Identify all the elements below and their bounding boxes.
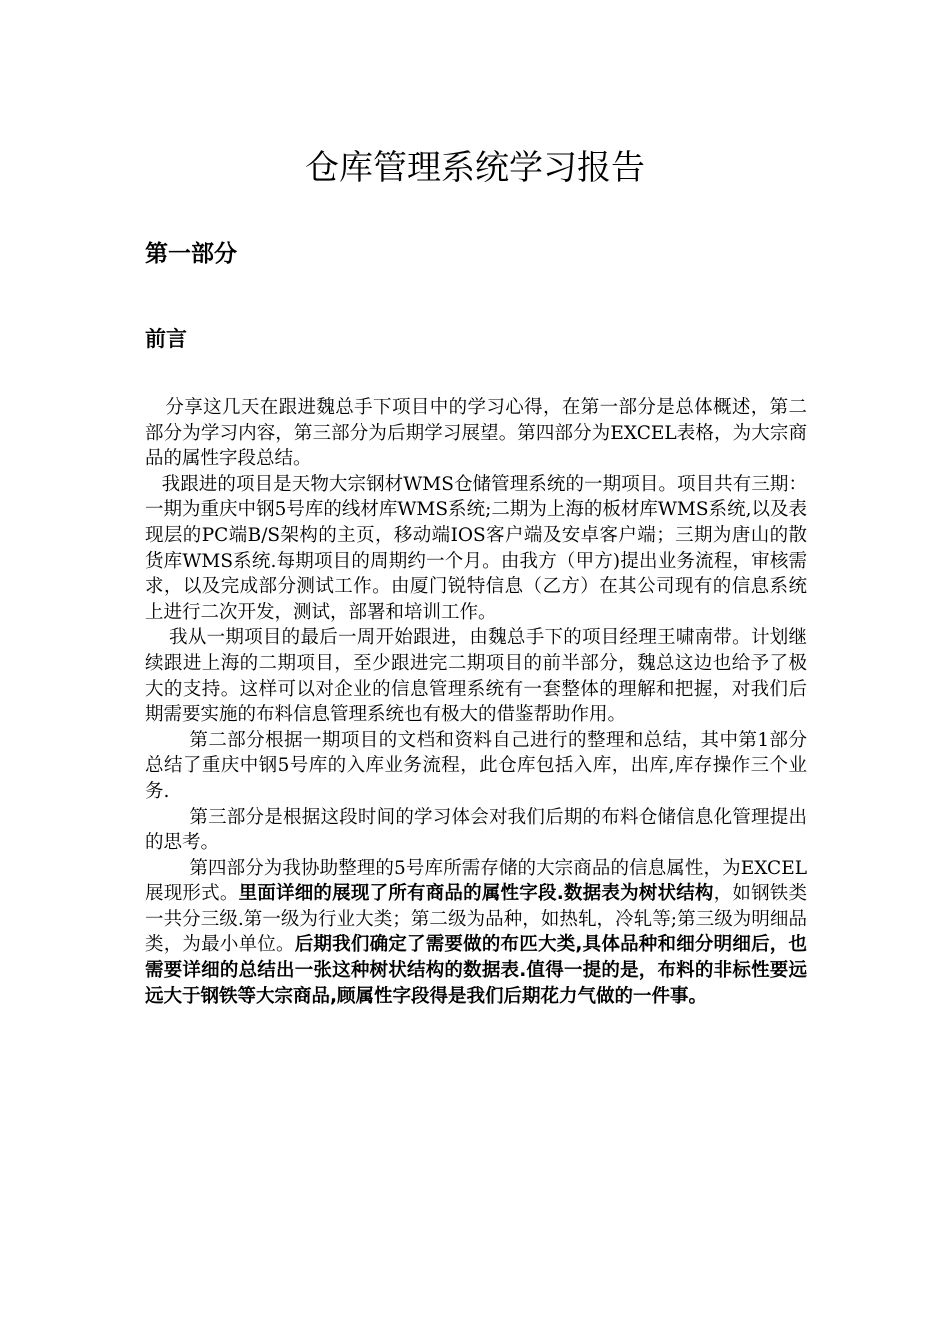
preface-heading: 前言 (145, 327, 187, 351)
paragraph-part-four-middle: ，如钢铁类一共分三级.第一级为行业大类；第二级为品种，如热轧，冷轧等;第三级为明细品类，为最小单位。 (145, 883, 807, 956)
paragraph-overview: 分享这几天在跟进魏总手下项目中的学习心得，在第一部分是总体概述，第二部分为学习内容，第三部分为后期学习展望。第四部分为EXCEL表格，为大宗商品的属性字段总结。 (145, 397, 807, 470)
paragraph-part-three: 第三部分是根据这段时间的学习体会对我们后期的布料仓储信息化管理提出的思考。 (145, 806, 807, 854)
part-heading: 第一部分 (145, 241, 237, 267)
paragraph-part-two: 第二部分根据一期项目的文档和资料自己进行的整理和总结，其中第1部分总结了重庆中钢5号库的入库业务流程，此仓库包括入库，出库,库存操作三个业务. (145, 729, 807, 802)
paragraph-follow-up: 我从一期项目的最后一周开始跟进，由魏总手下的项目经理王啸南带。计划继续跟进上海的二期项目，至少跟进完二期项目的前半部分，魏总这边也给予了极大的支持。这样可以对企业的信息管理系统有一套整体的理解和把握，对我们后期需要实施的布料信息管理系统也有极大的借鉴帮助作用。 (145, 627, 807, 726)
document-body (145, 395, 807, 1009)
paragraph-part-four-emphasis-2: 后期我们确定了需要做的布匹大类,具体品种和细分明细后，也需要详细的总结出一张这种树状结构的数据表.值得一提的是，布料的非标性要远远大于钢铁等大宗商品,顾属性字段得是我们后期花力气做的一件事。 (145, 934, 807, 1007)
paragraph-project-intro: 我跟进的项目是天物大宗钢材WMS仓储管理系统的一期项目。项目共有三期：一期为重庆中钢5号库的线材库WMS系统;二期为上海的板材库WMS系统,以及表现层的PC端B/S架构的主页，移动端IOS客户端及安卓客户端；三期为唐山的散货库WMS系统.每期项目的周期约一个月。由我方（甲方)提出业务流程，审核需求，以及完成部分测试工作。由厦门锐特信息（乙方）在其公司现有的信息系统上进行二次开发，测试，部署和培训工作。 (145, 473, 807, 623)
paragraph-part-four-intro: 第四部分为我协助整理的5号库所需存储的大宗商品的信息属性，为EXCEL展现形式。 (145, 857, 807, 905)
paragraph-part-four-emphasis-1: 里面详细的展现了所有商品的属性字段.数据表为树状结构 (238, 883, 714, 905)
paragraph-part-four (145, 856, 807, 1010)
document-title: 仓库管理系统学习报告 (305, 148, 645, 188)
